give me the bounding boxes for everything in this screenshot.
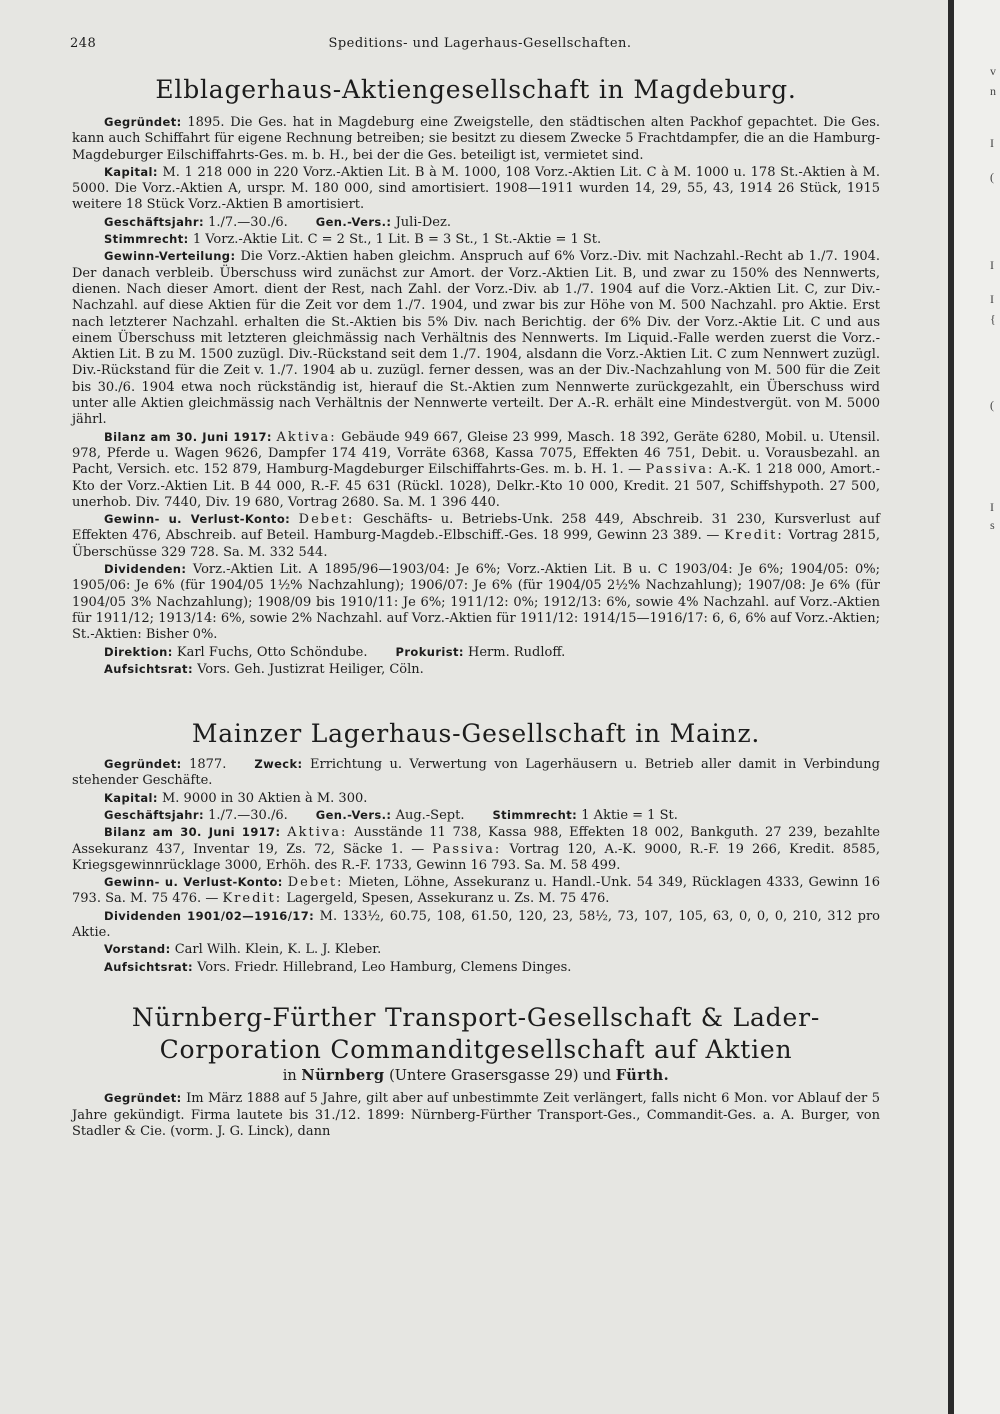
label: Gegründet: [104, 1091, 182, 1106]
edge-char: { [990, 312, 996, 326]
section-title-line-2: Corporation Commanditgesellschaft auf Aktien [159, 1034, 793, 1064]
text: 1 Aktie = 1 St. [581, 807, 678, 823]
location-line [72, 1068, 880, 1084]
entry-gewinn-verlust [72, 511, 880, 561]
loc-city-fuerth: Fürth. [615, 1066, 670, 1084]
label: Aufsichtsrat: [104, 959, 193, 974]
page-header [70, 36, 890, 56]
text: Herm. Rudloff. [468, 644, 566, 660]
aktiva-label: Aktiva: [276, 429, 337, 445]
text: Im März 1888 auf 5 Jahre, gilt aber auf unbestimmte Zeit verlängert, falls nicht 6 Mon. vor Ablauf der 5 Jahre gekündigt. Firma lautete bis 31./12. 1899: Nürnberg-Fürther Transport-Ges., Commandit-Ges. a. A. Burger, von Stadler & Cie. (vorm. J. G. Linck), dann [72, 1091, 880, 1139]
text: 1./7.—30./6. [208, 214, 288, 230]
edge-char: n [990, 84, 996, 98]
text: Geschäfts- u. Betriebs-Unk. 258 449, Abschreib. 31 230, Kursverlust auf Effekten 476, Abschreib. auf Beteil. Hamburg-Magdeb.-Elbschiff.-Ges. 18 999, Gewinn 23 389. — [72, 512, 880, 544]
entry-bilanz [72, 824, 880, 874]
edge-char: ( [990, 170, 994, 184]
edge-char: I [990, 500, 994, 514]
entry-stimmrecht [72, 231, 880, 248]
loc-address: (Untere Grasersgasse 29) und [389, 1067, 612, 1084]
label: Gewinn- u. Verlust-Konto: [104, 512, 291, 527]
entry-gegruendet [72, 1090, 880, 1140]
passiva-label: Passiva: [645, 462, 715, 478]
text: M. 9000 in 30 Aktien à M. 300. [161, 790, 368, 806]
label: Stimmrecht: [104, 232, 189, 247]
text: Juli-Dez. [395, 214, 451, 230]
text: Die Vorz.-Aktien haben gleichm. Anspruch auf 6% Vorz.-Div. mit Nachzahl.-Recht ab 1./7. 1904. Der danach verbleib. Überschuss wird zunächst zur Amort. der Vorz.-Aktien Lit. B, und zwar zu 150% des Nennwerts, dienen. Nach dieser Amort. dient der Rest, nach Zahl. der Vorz.-Div. ab 1./7. 1904 auf die Vorz.-Aktien Lit. C, zur Div.-Nachzahl. auf diese Aktien für die Zeit vor dem 1./7. 1904, und zwar bis zur Höhe von M. 500 Nachzahl. pro Aktie. Erst nach letzterer Nachzahl. erhalten die St.-Aktien bis 5% Div. nach Berichtig. der 6% Div. der Vorz.-Aktie Lit. C und aus einem Überschuss mit letzteren gleichmässig nach Verhältnis des Nennwerts. Im Liquid.-Falle werden zuerst die Vorz.-Aktien Lit. B zu M. 1500 zuzügl. Div.-Rückstand seit dem 1./7. 1904, alsdann die Vorz.-Aktien Lit. C zum Nennwert zuzügl. Div.-Rückstand für die Zeit v. 1./7. 1904 ab u. zuzügl. ferner dessen, was an der Div.-Nachzahlung von M. 500 für die Zeit bis 30./6. 1904 etwa noch rückständig ist, hierauf die St.-Aktien zum Nennwerte zurückgezahlt, ein Überschuss wird unter alle Aktien gleichmässig nach Verhältnis der Nennwerte verteilt. Der A.-R. erhält eine Mindestvergüt. von M. 5000 jährl. [72, 249, 880, 428]
text: 1./7.—30./6. [208, 807, 288, 823]
label: Kapital: [104, 164, 158, 179]
entry-gegruendet [72, 114, 880, 164]
entry-vorstand [72, 941, 880, 958]
text: M. 1 218 000 in 220 Vorz.-Aktien Lit. B à M. 1000, 108 Vorz.-Aktien Lit. C à M. 1000 u. 178 St.-Aktien à M. 5000. Die Vorz.-Aktien A, urspr. M. 180 000, sind amortisiert. 1908—1911 wurden 14, 29, 55, 43, 1914 26 Stück, 1915 weitere 18 Stück Vorz.-Aktien B amortisiert. [72, 164, 880, 213]
label: Gen.-Vers.: [315, 807, 392, 822]
text: A.-K. 1 218 000, Amort.-Kto der Vorz.-Aktien Lit. B 44 000, R.-F. 45 631 (Rückl. 1028), Delkr.-Kto 10 000, Kredit. 21 507, Schiffshypoth. 27 500, unerhob. Div. 7440, Div. 19 680, Vortrag 2680. Sa. M. 1 396 440. [72, 462, 880, 510]
text: Gebäude 949 667, Gleise 23 999, Masch. 18 392, Geräte 6280, Mobil. u. Utensil. 978, Pferde u. Wagen 9626, Dampfer 174 419, Vorräte 6368, Kassa 7075, Effekten 46 751, Debit. u. Vorausbezahl. an Pacht, Versich. etc. 152 879, Hamburg-Magdeburger Eilschiffahrts-Ges. m. b. H. 1. — [72, 429, 880, 478]
section-elblagerhaus [72, 74, 880, 678]
entry-direktion [72, 644, 880, 661]
label: Kapital: [104, 790, 158, 805]
section-title: Elblagerhaus-Aktiengesellschaft in Magdeburg. [155, 75, 797, 104]
text: Mieten, Löhne, Assekuranz u. Handl.-Unk. 54 349, Rücklagen 4333, Gewinn 16 793. Sa. M. 75 476. — [72, 875, 880, 907]
page-content [72, 74, 880, 1140]
text: Vorz.-Aktien Lit. A 1895/96—1903/04: Je 6%; Vorz.-Aktien Lit. B u. C 1903/04: Je 6%; 1904/05: 0%; 1905/06: Je 6% (für 1904/05 1½% Nachzahlung); 1906/07: Je 6% (für 1904/05 2½% Nachzahlung); 1907/08: Je 6% (für 1904/05 3% Nachzahlung); 1908/09 bis 1910/11: Je 6%; 1911/12: 0%; 1912/13: 6%, sowie 4% Nachzahl. auf Vorz.-Aktien für 1911/12; 1913/14: 6%, sowie 2% Nachzahl. auf Vorz.-Aktien für 1911/12: 1914/15—1916/17: 6, 6, 6% auf Vorz.-Aktien; St.-Aktien: Bisher 0%. [72, 562, 880, 643]
loc-city-nuernberg: Nürnberg [301, 1066, 385, 1084]
text: 1877. [189, 757, 227, 773]
section-nuernberg-fuerther [72, 1002, 880, 1140]
edge-char: v [990, 64, 996, 78]
text: Lagergeld, Spesen, Assekuranz u. Zs. M. 75 476. [286, 891, 610, 907]
entry-aufsichtsrat [72, 661, 880, 678]
text: Vortrag 120, A.-K. 9000, R.-F. 19 266, Kredit. 8585, Kriegsgewinnrücklage 3000, Erhöh. des R.-F. 1733, Gewinn 16 793. Sa. M. 58 499. [72, 841, 880, 873]
section-title: Mainzer Lagerhaus-Gesellschaft in Mainz. [191, 719, 761, 749]
text: M. 133½, 60.75, 108, 61.50, 120, 23, 58½, 73, 107, 105, 63, 0, 0, 0, 210, 312 pro Aktie. [72, 908, 880, 941]
entry-dividenden [72, 908, 880, 942]
edge-char: ( [990, 398, 994, 412]
loc-in: in [282, 1067, 297, 1084]
debet-label: Debet: [298, 512, 355, 528]
entry-kapital [72, 790, 880, 807]
label: Gegründet: [104, 115, 182, 129]
label: Vorstand: [104, 942, 171, 957]
passiva-label: Passiva: [432, 841, 502, 857]
kredit-label: Kredit: [724, 528, 784, 544]
text: Vors. Geh. Justizrat Heiliger, Cöln. [197, 661, 424, 677]
entry-dividenden [72, 561, 880, 643]
debet-label: Debet: [287, 875, 344, 891]
label: Dividenden: [104, 562, 187, 577]
text: 1 Vorz.-Aktie Lit. C = 2 St., 1 Lit. B = 3 St., 1 St.-Aktie = 1 St. [192, 232, 602, 248]
text: Ausstände 11 738, Kassa 988, Effekten 18 002, Bankguth. 27 239, bezahlte Assekuranz 437, Inventar 19, Zs. 72, Säcke 1. — [72, 825, 880, 857]
text: Aug.-Sept. [395, 807, 465, 823]
edge-char: I [990, 258, 994, 272]
text: 1895. Die Ges. hat in Magdeburg eine Zweigstelle, den städtischen alten Packhof gepachtet. Die Ges. kann auch Schiffahrt für eigene Rechnung betreiben; sie besitzt zu diesem Zwecke 5 Frachtdampfer, die an die Hamburg-Magdeburger Eilschiffahrts-Ges. m. b. H., bei der die Ges. beteiligt ist, vermietet sind. [72, 115, 880, 163]
label: Prokurist: [395, 644, 464, 659]
label: Gewinn-Verteilung: [104, 249, 236, 264]
label: Zweck: [254, 757, 303, 772]
label: Gewinn- u. Verlust-Konto: [104, 875, 283, 890]
aktiva-label: Aktiva: [287, 825, 348, 841]
text: Vors. Friedr. Hillebrand, Leo Hamburg, Clemens Dinges. [197, 959, 572, 975]
kredit-label: Kredit: [222, 891, 283, 907]
label: Stimmrecht: [492, 807, 578, 822]
label: Gegründet: [104, 757, 182, 772]
entry-kapital [72, 164, 880, 214]
running-title: Speditions- und Lagerhaus-Gesellschaften. [328, 36, 632, 51]
entry-gewinn-verlust [72, 874, 880, 908]
entry-gewinn-verteilung [72, 248, 880, 428]
entry-geschaeftsjahr [72, 807, 880, 824]
edge-char: I [990, 292, 994, 306]
text: Errichtung u. Verwertung von Lagerhäusern u. Betrieb aller damit in Verbindung stehender Geschäfte. [72, 757, 880, 789]
label: Bilanz am 30. Juni 1917: [104, 429, 272, 444]
text: Karl Fuchs, Otto Schöndube. [176, 644, 368, 660]
text: Vortrag 2815, Überschüsse 329 728. Sa. M. 332 544. [72, 528, 880, 560]
entry-geschaeftsjahr [72, 214, 880, 231]
label: Bilanz am 30. Juni 1917: [104, 825, 281, 840]
entry-bilanz [72, 429, 880, 511]
label: Gen.-Vers.: [315, 214, 392, 229]
entry-aufsichtsrat [72, 959, 880, 976]
entry-gegruendet [72, 756, 880, 790]
adjacent-page-edge [954, 0, 1000, 1414]
label: Aufsichtsrat: [104, 661, 193, 676]
label: Dividenden 1901/02—1916/17: [104, 908, 315, 923]
edge-char: s [990, 518, 995, 532]
label: Direktion: [104, 644, 173, 659]
page-number: 248 [70, 36, 97, 51]
text: Carl Wilh. Klein, K. L. J. Kleber. [174, 942, 382, 958]
section-mainzer-lagerhaus [72, 718, 880, 976]
edge-char: I [990, 136, 994, 150]
label: Geschäftsjahr: [104, 807, 204, 822]
section-title-line-1: Nürnberg-Fürther Transport-Gesellschaft & Lader- [131, 1002, 821, 1032]
label: Geschäftsjahr: [104, 214, 204, 229]
